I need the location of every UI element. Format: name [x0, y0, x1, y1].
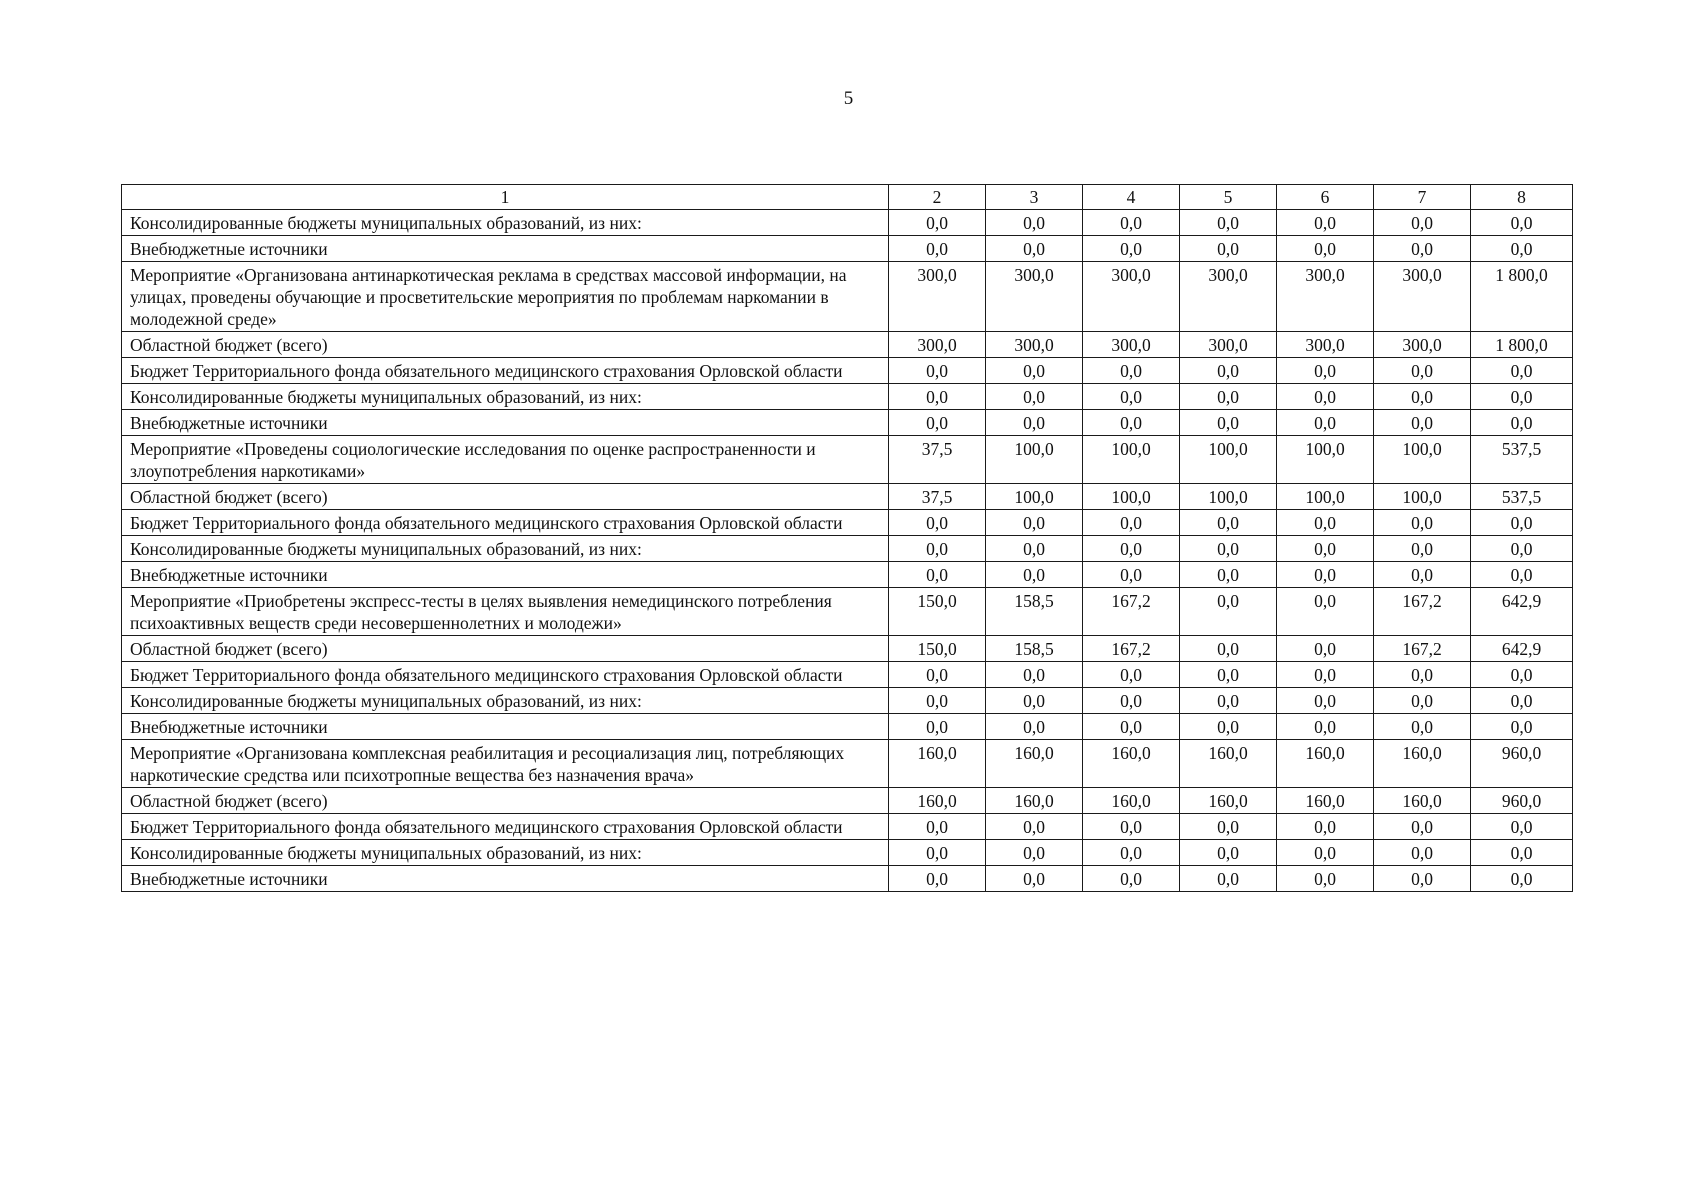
row-label: Консолидированные бюджеты муниципальных образований, из них: — [122, 536, 889, 562]
value-cell: 0,0 — [1180, 236, 1277, 262]
table-row — [122, 840, 1573, 866]
value-cell: 0,0 — [986, 866, 1083, 892]
table-row — [122, 636, 1573, 662]
table-row — [122, 384, 1573, 410]
value-cell: 0,0 — [986, 814, 1083, 840]
value-cell: 150,0 — [889, 588, 986, 636]
value-cell: 0,0 — [889, 358, 986, 384]
value-cell: 100,0 — [986, 436, 1083, 484]
value-cell: 0,0 — [1083, 510, 1180, 536]
value-cell: 167,2 — [1374, 588, 1471, 636]
column-header: 6 — [1277, 185, 1374, 210]
value-cell: 100,0 — [986, 484, 1083, 510]
value-cell: 642,9 — [1471, 636, 1573, 662]
value-cell: 0,0 — [889, 814, 986, 840]
value-cell: 0,0 — [986, 840, 1083, 866]
column-header: 8 — [1471, 185, 1573, 210]
row-label: Консолидированные бюджеты муниципальных образований, из них: — [122, 210, 889, 236]
value-cell: 0,0 — [1471, 562, 1573, 588]
value-cell: 0,0 — [1374, 688, 1471, 714]
value-cell: 100,0 — [1374, 484, 1471, 510]
value-cell: 0,0 — [889, 866, 986, 892]
value-cell: 0,0 — [1180, 510, 1277, 536]
value-cell: 160,0 — [1083, 788, 1180, 814]
value-cell: 100,0 — [1083, 436, 1180, 484]
value-cell: 0,0 — [1471, 384, 1573, 410]
value-cell: 0,0 — [889, 688, 986, 714]
value-cell: 0,0 — [1180, 814, 1277, 840]
value-cell: 0,0 — [1277, 866, 1374, 892]
value-cell: 0,0 — [1083, 236, 1180, 262]
value-cell: 160,0 — [1277, 740, 1374, 788]
value-cell: 537,5 — [1471, 436, 1573, 484]
value-cell: 0,0 — [1471, 358, 1573, 384]
value-cell: 0,0 — [1180, 866, 1277, 892]
row-label: Областной бюджет (всего) — [122, 636, 889, 662]
value-cell: 100,0 — [1180, 484, 1277, 510]
value-cell: 0,0 — [1277, 510, 1374, 536]
row-label: Внебюджетные источники — [122, 562, 889, 588]
value-cell: 0,0 — [1277, 210, 1374, 236]
value-cell: 0,0 — [889, 536, 986, 562]
value-cell: 0,0 — [889, 410, 986, 436]
value-cell: 0,0 — [1277, 384, 1374, 410]
value-cell: 537,5 — [1471, 484, 1573, 510]
column-header: 2 — [889, 185, 986, 210]
value-cell: 0,0 — [889, 210, 986, 236]
value-cell: 0,0 — [1180, 714, 1277, 740]
value-cell: 0,0 — [1083, 714, 1180, 740]
value-cell: 160,0 — [986, 788, 1083, 814]
row-label: Консолидированные бюджеты муниципальных образований, из них: — [122, 688, 889, 714]
value-cell: 0,0 — [986, 714, 1083, 740]
value-cell: 1 800,0 — [1471, 332, 1573, 358]
row-label: Бюджет Территориального фонда обязательного медицинского страхования Орловской области — [122, 358, 889, 384]
value-cell: 300,0 — [1277, 262, 1374, 332]
value-cell: 0,0 — [1374, 866, 1471, 892]
row-label: Внебюджетные источники — [122, 714, 889, 740]
value-cell: 0,0 — [1471, 210, 1573, 236]
page-number: 5 — [843, 88, 854, 109]
column-header: 3 — [986, 185, 1083, 210]
value-cell: 0,0 — [1277, 840, 1374, 866]
table-row — [122, 410, 1573, 436]
table-row — [122, 588, 1573, 636]
value-cell: 0,0 — [1277, 662, 1374, 688]
value-cell: 37,5 — [889, 484, 986, 510]
value-cell: 300,0 — [889, 262, 986, 332]
row-label: Мероприятие «Приобретены экспресс-тесты в целях выявления немедицинского потребления психоактивных веществ среди несовершеннолетних и молодежи» — [122, 588, 889, 636]
value-cell: 0,0 — [1180, 662, 1277, 688]
value-cell: 160,0 — [986, 740, 1083, 788]
value-cell: 0,0 — [986, 662, 1083, 688]
value-cell: 0,0 — [1277, 236, 1374, 262]
value-cell: 0,0 — [986, 562, 1083, 588]
value-cell: 0,0 — [1277, 562, 1374, 588]
value-cell: 0,0 — [1083, 384, 1180, 410]
value-cell: 0,0 — [889, 236, 986, 262]
value-cell: 0,0 — [986, 688, 1083, 714]
value-cell: 100,0 — [1083, 484, 1180, 510]
row-label: Внебюджетные источники — [122, 410, 889, 436]
row-label: Внебюджетные источники — [122, 866, 889, 892]
value-cell: 0,0 — [1471, 714, 1573, 740]
column-header: 5 — [1180, 185, 1277, 210]
value-cell: 0,0 — [1374, 814, 1471, 840]
value-cell: 0,0 — [986, 510, 1083, 536]
value-cell: 160,0 — [1180, 740, 1277, 788]
value-cell: 160,0 — [1180, 788, 1277, 814]
value-cell: 0,0 — [1471, 662, 1573, 688]
value-cell: 0,0 — [1277, 714, 1374, 740]
value-cell: 0,0 — [1277, 536, 1374, 562]
value-cell: 0,0 — [986, 236, 1083, 262]
value-cell: 100,0 — [1277, 484, 1374, 510]
row-label: Внебюджетные источники — [122, 236, 889, 262]
value-cell: 0,0 — [1180, 210, 1277, 236]
value-cell: 0,0 — [986, 384, 1083, 410]
value-cell: 0,0 — [1471, 410, 1573, 436]
row-label: Бюджет Территориального фонда обязательного медицинского страхования Орловской области — [122, 814, 889, 840]
value-cell: 300,0 — [1083, 332, 1180, 358]
value-cell: 0,0 — [1083, 410, 1180, 436]
value-cell: 0,0 — [1374, 410, 1471, 436]
value-cell: 0,0 — [889, 562, 986, 588]
column-header: 1 — [122, 185, 889, 210]
value-cell: 300,0 — [1083, 262, 1180, 332]
value-cell: 0,0 — [1374, 562, 1471, 588]
value-cell: 0,0 — [1180, 840, 1277, 866]
table-row — [122, 262, 1573, 332]
value-cell: 300,0 — [1374, 262, 1471, 332]
value-cell: 160,0 — [1083, 740, 1180, 788]
value-cell: 37,5 — [889, 436, 986, 484]
table-row — [122, 714, 1573, 740]
value-cell: 160,0 — [1374, 740, 1471, 788]
value-cell: 160,0 — [1277, 788, 1374, 814]
value-cell: 0,0 — [889, 840, 986, 866]
table-row — [122, 510, 1573, 536]
table-row — [122, 210, 1573, 236]
value-cell: 167,2 — [1374, 636, 1471, 662]
value-cell: 0,0 — [1180, 636, 1277, 662]
row-label: Областной бюджет (всего) — [122, 332, 889, 358]
value-cell: 150,0 — [889, 636, 986, 662]
value-cell: 0,0 — [1083, 840, 1180, 866]
value-cell: 0,0 — [889, 662, 986, 688]
value-cell: 0,0 — [889, 510, 986, 536]
row-label: Мероприятие «Проведены социологические исследования по оценке распространенности и злоупотребления наркотиками» — [122, 436, 889, 484]
value-cell: 300,0 — [889, 332, 986, 358]
value-cell: 300,0 — [986, 332, 1083, 358]
value-cell: 300,0 — [1180, 262, 1277, 332]
table-header-row — [122, 185, 1573, 210]
value-cell: 158,5 — [986, 636, 1083, 662]
value-cell: 167,2 — [1083, 636, 1180, 662]
value-cell: 0,0 — [1471, 866, 1573, 892]
value-cell: 0,0 — [1471, 510, 1573, 536]
value-cell: 0,0 — [1277, 588, 1374, 636]
column-header: 4 — [1083, 185, 1180, 210]
value-cell: 0,0 — [1471, 236, 1573, 262]
value-cell: 0,0 — [1083, 358, 1180, 384]
value-cell: 0,0 — [1277, 636, 1374, 662]
value-cell: 0,0 — [1374, 510, 1471, 536]
table-row — [122, 358, 1573, 384]
value-cell: 300,0 — [1374, 332, 1471, 358]
value-cell: 0,0 — [889, 384, 986, 410]
value-cell: 0,0 — [1374, 714, 1471, 740]
value-cell: 0,0 — [1471, 536, 1573, 562]
value-cell: 0,0 — [1180, 562, 1277, 588]
table-row — [122, 562, 1573, 588]
table-row — [122, 536, 1573, 562]
value-cell: 1 800,0 — [1471, 262, 1573, 332]
value-cell: 0,0 — [1374, 384, 1471, 410]
row-label: Мероприятие «Организована комплексная реабилитация и ресоциализация лиц, потребляющих наркотические средства или психотропные вещества без назначения врача» — [122, 740, 889, 788]
value-cell: 100,0 — [1180, 436, 1277, 484]
value-cell: 300,0 — [1277, 332, 1374, 358]
value-cell: 0,0 — [1277, 410, 1374, 436]
row-label: Бюджет Территориального фонда обязательного медицинского страхования Орловской области — [122, 510, 889, 536]
value-cell: 0,0 — [1277, 358, 1374, 384]
value-cell: 160,0 — [889, 788, 986, 814]
row-label: Консолидированные бюджеты муниципальных образований, из них: — [122, 840, 889, 866]
table-row — [122, 688, 1573, 714]
value-cell: 0,0 — [889, 714, 986, 740]
row-label: Областной бюджет (всего) — [122, 788, 889, 814]
value-cell: 0,0 — [1374, 840, 1471, 866]
table-row — [122, 814, 1573, 840]
value-cell: 0,0 — [1471, 814, 1573, 840]
value-cell: 160,0 — [1374, 788, 1471, 814]
value-cell: 0,0 — [1083, 866, 1180, 892]
value-cell: 0,0 — [1083, 562, 1180, 588]
value-cell: 0,0 — [1083, 814, 1180, 840]
value-cell: 300,0 — [986, 262, 1083, 332]
value-cell: 0,0 — [986, 410, 1083, 436]
row-label: Мероприятие «Организована антинаркотическая реклама в средствах массовой информации, на улицах, проведены обучающие и просветительские мероприятия по проблемам наркомании в молодежной среде» — [122, 262, 889, 332]
value-cell: 0,0 — [1277, 688, 1374, 714]
value-cell: 0,0 — [1277, 814, 1374, 840]
value-cell: 0,0 — [1180, 588, 1277, 636]
value-cell: 100,0 — [1374, 436, 1471, 484]
table-row — [122, 236, 1573, 262]
value-cell: 300,0 — [1180, 332, 1277, 358]
value-cell: 0,0 — [986, 210, 1083, 236]
table-row — [122, 866, 1573, 892]
value-cell: 642,9 — [1471, 588, 1573, 636]
row-label: Бюджет Территориального фонда обязательного медицинского страхования Орловской области — [122, 662, 889, 688]
value-cell: 0,0 — [1374, 236, 1471, 262]
value-cell: 0,0 — [1180, 410, 1277, 436]
table-row — [122, 788, 1573, 814]
table-row — [122, 436, 1573, 484]
value-cell: 0,0 — [1471, 840, 1573, 866]
value-cell: 0,0 — [1083, 662, 1180, 688]
value-cell: 0,0 — [1180, 536, 1277, 562]
value-cell: 100,0 — [1277, 436, 1374, 484]
table-row — [122, 332, 1573, 358]
row-label: Консолидированные бюджеты муниципальных образований, из них: — [122, 384, 889, 410]
table-row — [122, 484, 1573, 510]
value-cell: 0,0 — [1374, 358, 1471, 384]
table-row — [122, 662, 1573, 688]
value-cell: 0,0 — [1083, 688, 1180, 714]
row-label: Областной бюджет (всего) — [122, 484, 889, 510]
value-cell: 160,0 — [889, 740, 986, 788]
value-cell: 960,0 — [1471, 788, 1573, 814]
column-header: 7 — [1374, 185, 1471, 210]
value-cell: 167,2 — [1083, 588, 1180, 636]
value-cell: 0,0 — [986, 358, 1083, 384]
value-cell: 0,0 — [1083, 210, 1180, 236]
value-cell: 960,0 — [1471, 740, 1573, 788]
value-cell: 0,0 — [1471, 688, 1573, 714]
value-cell: 0,0 — [986, 536, 1083, 562]
table-row — [122, 740, 1573, 788]
value-cell: 0,0 — [1374, 210, 1471, 236]
value-cell: 0,0 — [1374, 662, 1471, 688]
budget-table — [121, 184, 1573, 892]
value-cell: 0,0 — [1180, 358, 1277, 384]
value-cell: 0,0 — [1180, 688, 1277, 714]
value-cell: 158,5 — [986, 588, 1083, 636]
value-cell: 0,0 — [1083, 536, 1180, 562]
value-cell: 0,0 — [1180, 384, 1277, 410]
value-cell: 0,0 — [1374, 536, 1471, 562]
